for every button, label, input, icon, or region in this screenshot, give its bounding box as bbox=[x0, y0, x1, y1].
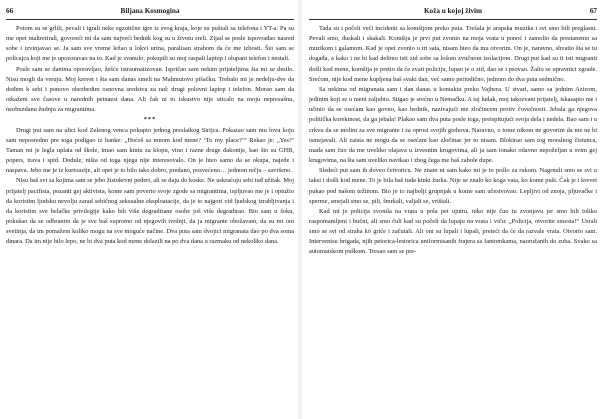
paragraph: Nisu baš svi sa kojima sam se jebo žistokrvni pederi, ali se daju do koske. Ne uskraćuju sebi tuđ užitak. Moj prijatelj pacifista, pozanti gej aktivista, kome sam poverio svoje zgode sa migrantima, ispljuvao me je i optužio da koristim ljudsku nevolju zarad sebičnog seksualne eksploatacije, da je to najgori vid ljudskog izrabljivanja i da koristim sve belačke privilegije kako bih više degradirane osobe još više degradirao. Bio sam u šoku, pokušao da se odbranim da je sve baš suprotno od njegovih tvrdnji, da ja migrante obožavam, da su mi oni svetinja, da im pomažem koliko mogu na sve moguće načine. Dva puta sam dvojici migranata dao po dva soma dinara. Da im nije bilo lepo, ne bi dva puta kod mene dolazili na po dva dana u razmaku od nekoliko dana. bbox=[6, 177, 294, 246]
section-separator: *** bbox=[143, 116, 157, 124]
right-page-header bbox=[309, 6, 597, 17]
left-page-body bbox=[6, 24, 294, 413]
right-page-number: 67 bbox=[589, 7, 597, 15]
paragraph: Potom su se grlili, pevali i igrali neke egzotične igre iz svog kraja, koje su puštali sa telefona i YT-a. Pa su me opet maltretirali, govoreći mi da sam najveći bednik kog su u životu sreli. Zijad se posle ispovrađao nasred sobe i izvinjavao se. Ja sam sve vreme ležao u lokvi urina, paralisan strahom da će me izbosti. Što sam se policajca koji me je upozoravao na to. Kad je svanulo, pokupili su moj raspali laptop i olupani telefon i nestali. bbox=[6, 25, 294, 63]
paragraph: Drugi put sam na ulici kod Zelenog venca pokupio jednog preslatkog Sirijca. Pokazao sam mu lovu koju sam neposredno pre toga podigao iz banke: „Hoćeš sa mnom kod mene? ‘To my place?’“ Rekao je: „Yes!“ Taman mi je legla uplata od škole, imao sam kintu za klopu, vino i razne druge đakonije, kao što su GHB, popers, trava i spid. Dodule, ništa od toga njega nije interesovalo. On je hteo samo da se okupa, najede i naspava. Jebo me je iz kurtoazije, ali opet je to bilo tako dobro, predano, posvećeno… jednom rečju – savršeno. bbox=[6, 126, 294, 175]
paragraph: Kad mi je policija zvonila na vrata u pola pet ujutru, niko nije čuo tu zvonjavu jer smo bili toliko raspomamljeni i bučni, ali smo čuli kad su počeli da lupaju na vrata i viču: „Policija, otvorite smesta!“ Usrali smo se svi od straha kō griće i začutali. Ali oni su lupali i lupali, preteći da će da razvale vrata. Otvorio sam. Intervenisu brigada, njih petorica-lestorica uniformisanih frajera sa fantomkama, naoružanih do zuba. Svako sa automatskom puškom. Tresao sam se pre- bbox=[309, 207, 597, 256]
left-running-head: Biljana Kosmogina bbox=[120, 7, 180, 15]
book-gutter bbox=[297, 0, 303, 419]
right-header-rule bbox=[309, 19, 597, 20]
right-page bbox=[309, 0, 597, 419]
paragraph: Posle sam se danima oporavljao, žešće istraumatizovan. Ispričao sam nekim prijateljima šta mi se desilo. Nisu mogli da veruju. Moj krevet i šta sam danas smeli na Mahmutovo pišačku. Trebalo mi je nedelju-dve da dođem k sebi i ponovo obezbedim osnovna sredstva za rad: drugi polovni laptop i telefon. Morao sam da otkažem sve časove u narednih petnaest dana. Ali čak ni to iskustvo nije uticalo na moju nepresušnu, neobuzdanu žudnju za migrantima. bbox=[6, 65, 294, 114]
left-page-header bbox=[6, 6, 294, 17]
left-header-rule bbox=[6, 19, 294, 20]
left-page-number: 66 bbox=[6, 7, 14, 15]
right-running-head: Koža u kojoj živim bbox=[423, 7, 483, 15]
paragraph: Tada su i počeli veći incidenti sa komšijom preko puta. Trešala je arapska muzika i svi smo bili preglasni. Pevali smo, đuskali i skakali. Komšija je prvi put zvonio na moja vrata u ponoć i zamolio da prestanemo sa muzikom i galamom. Kad je opet zvonio u tri sata, nisam hteo da mu otvorim. On je, naravno, shvatio šta se tu događa, a kako i ne bi kad delimo isti zid sobe sa lošom zvučnom izolacijom. Drugi put kad su ti isti migranti došli kod mene, komšija je pretio da će zvati policiju, lupao je o zid, dao se i psovao. Žalio se upravnici zgrade. Srećom, nije kod mene kupljena baš svaki dan, već samo periodično, jednom do dva puta sedmično. bbox=[309, 25, 597, 83]
left-page bbox=[6, 0, 294, 419]
paragraph: Sa nekima od migranata sam i dan danas u kontaktu preko Vajbera. U stvari, samo sa jednim Azizom, jedinim koji se u meni zaljubio. Stigao je srećno u Nemačku. A taj ludak, moj takozvani prijatelj, iskasapio me i učinio da se osećam kao govno, kao bednik, nazivajući me zločincem protiv čovečnosti. Jebala ga njegova politička korektnost, da ga jebala! Plakao sam dva puta posle toga, preispitujući svoja dela i nedela. Bao sam i u crkvu da se molim za sve migrante i za oprost svojih grehova. Naravno, o tome nikom ne govorim da me ne bi ismejavali. Ali zaista ne mogu da se osećam kao zločinac jer to nisam. Blokirao sam tog moralnog čistunca, mada sam čuo da me uveliko olajava u izvesnim krugovima, ali ja sam ionako odavno nepoželjan u svim gej krugovima, na šta sam uveliko navikao i zbog čega me baš zabole dupe. bbox=[309, 85, 597, 165]
right-page-body bbox=[309, 24, 597, 413]
paragraph: Sledeći put sam ih doveo četvoricu. Ne znam ni sam kako mi je to pošlo za rukom. Nagrnuli smo se svi u taksi i došli kod mene. To je bila baš tuda kinki žurka. Nije se znalo ko koga vata, ko kome puši. Čak je i krevet pukao pod našom težinom. Bio je to najbolji grupnjak u kome sam učestvovao. Lepljivi od znoja, pljuvačke i sperme, smejali smo se, pili, šmrkali, valjali se, vrištali. bbox=[309, 167, 597, 205]
